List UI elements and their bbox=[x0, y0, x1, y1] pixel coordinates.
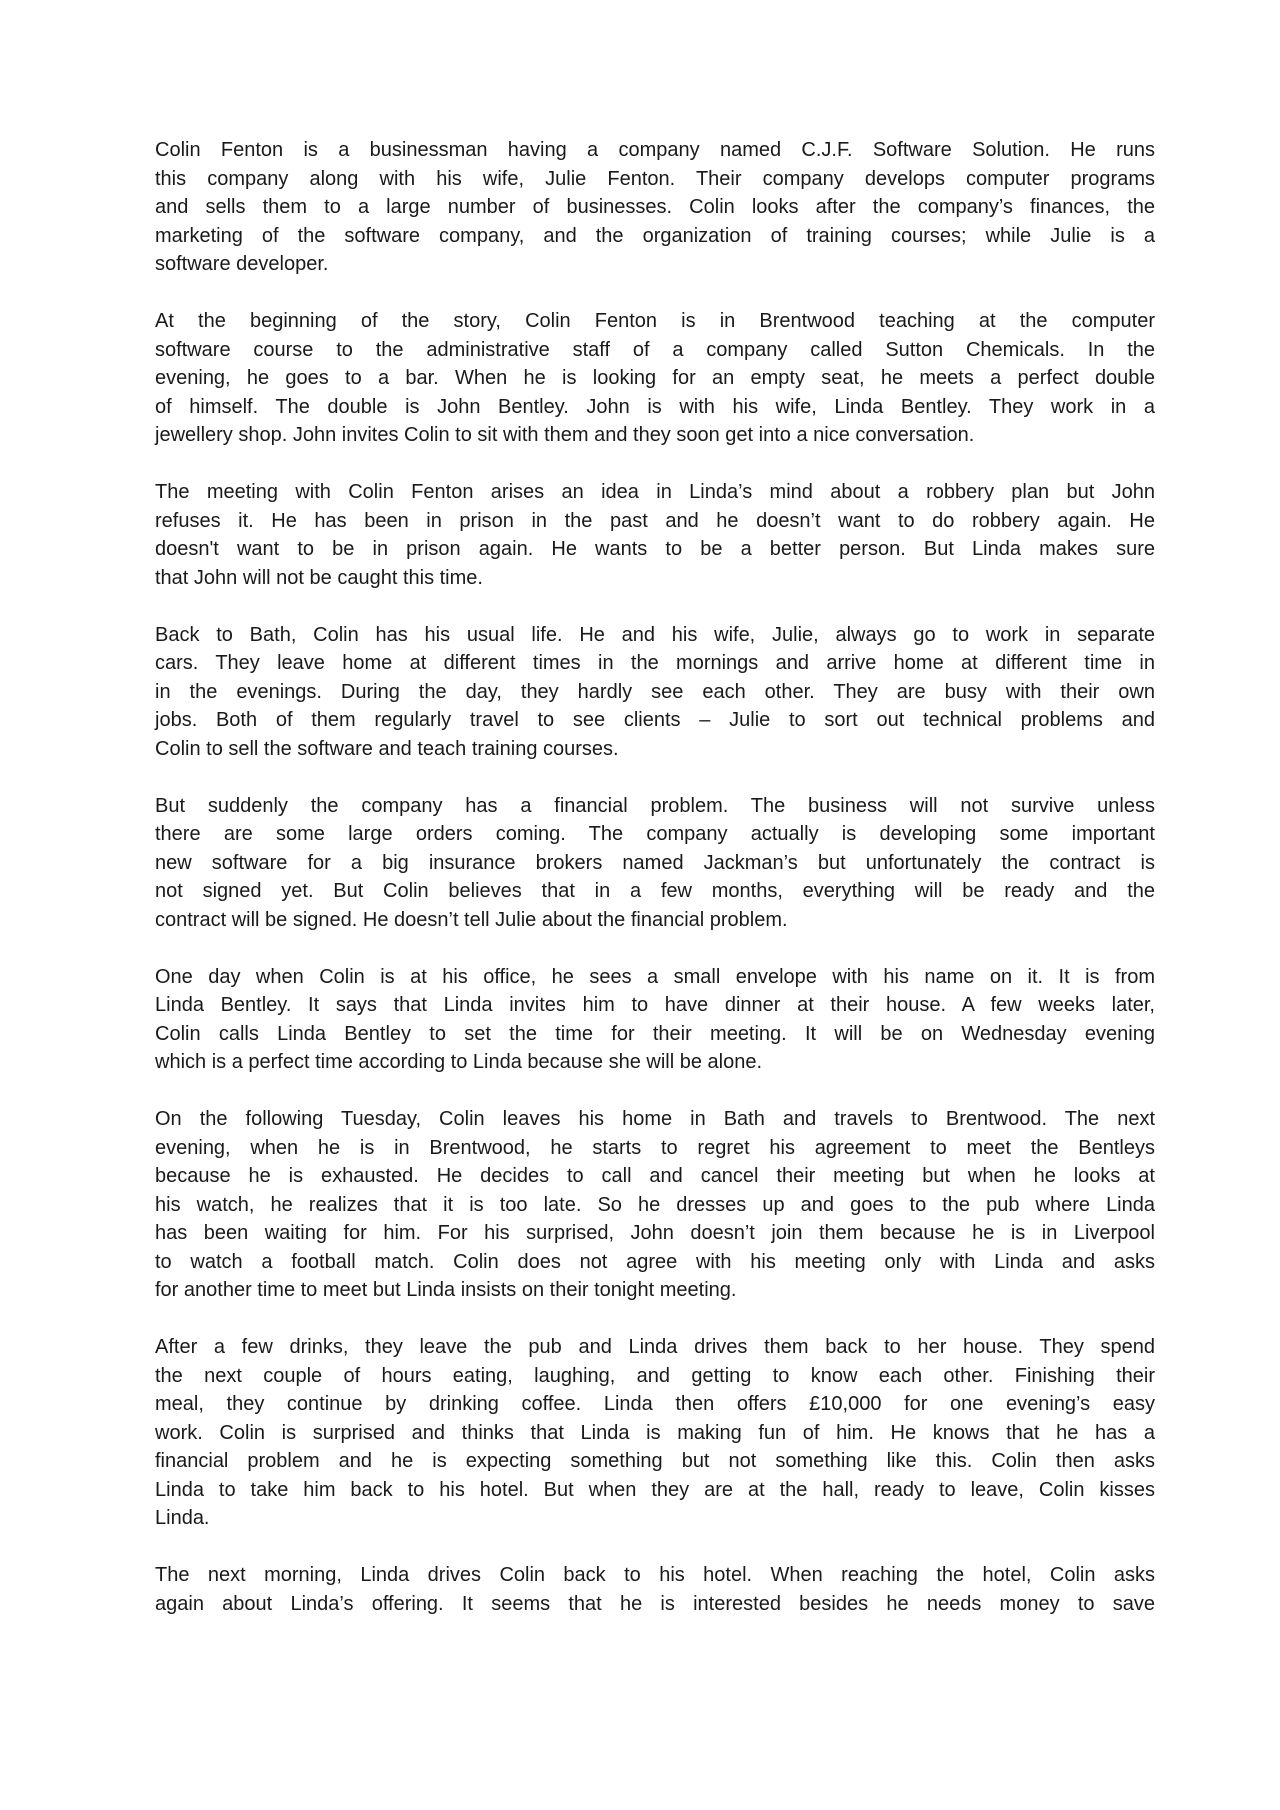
text-line: But suddenly the company has a financial problem. The business will not survive unless bbox=[155, 794, 1155, 817]
text-line: in the evenings. During the day, they hardly see each other. They are busy with their own bbox=[155, 680, 1155, 703]
paragraph bbox=[155, 136, 1155, 279]
paragraph bbox=[155, 621, 1155, 764]
text-line: work. Colin is surprised and thinks that Linda is making fun of him. He knows that he has a bbox=[155, 1421, 1155, 1444]
paragraph bbox=[155, 1561, 1155, 1618]
text-line: new software for a big insurance brokers named Jackman’s but unfortunately the contract is bbox=[155, 851, 1155, 874]
text-line: meal, they continue by drinking coffee. Linda then offers £10,000 for one evening’s easy bbox=[155, 1393, 1155, 1415]
text-line: software course to the administrative staff of a company called Sutton Chemicals. In the bbox=[155, 338, 1155, 361]
text-line: contract will be signed. He doesn’t tell Julie about the financial problem. bbox=[155, 908, 788, 931]
text-line: this company along with his wife, Julie Fenton. Their company develops computer programs bbox=[155, 167, 1155, 190]
text-line: Colin Fenton is a businessman having a company named C.J.F. Software Solution. He runs bbox=[155, 139, 1155, 161]
text-line: not signed yet. But Colin believes that in a few months, everything will be ready and the bbox=[155, 880, 1155, 902]
paragraph bbox=[155, 1333, 1155, 1533]
text-line: One day when Colin is at his office, he sees a small envelope with his name on it. It is from bbox=[155, 965, 1155, 988]
text-line: has been waiting for him. For his surprised, John doesn’t join them because he is in Liverpool bbox=[155, 1222, 1155, 1244]
text-line: again about Linda’s offering. It seems that he is interested besides he needs money to save bbox=[155, 1592, 1155, 1615]
text-line: to watch a football match. Colin does not agree with his meeting only with Linda and asks bbox=[155, 1250, 1155, 1273]
text-line: After a few drinks, they leave the pub and Linda drives them back to her house. They spend bbox=[155, 1336, 1155, 1358]
text-line: Linda to take him back to his hotel. But when they are at the hall, ready to leave, Colin kisses bbox=[155, 1478, 1155, 1501]
text-line: for another time to meet but Linda insists on their tonight meeting. bbox=[155, 1279, 737, 1301]
text-line: of himself. The double is John Bentley. John is with his wife, Linda Bentley. They work in a bbox=[155, 395, 1155, 418]
text-line: his watch, he realizes that it is too late. So he dresses up and goes to the pub where Linda bbox=[155, 1193, 1155, 1216]
paragraph bbox=[155, 307, 1155, 450]
text-line: jobs. Both of them regularly travel to see clients – Julie to sort out technical problems and bbox=[155, 709, 1155, 731]
text-line: refuses it. He has been in prison in the past and he doesn’t want to do robbery again. He bbox=[155, 509, 1155, 532]
text-line: because he is exhausted. He decides to call and cancel their meeting but when he looks at bbox=[155, 1165, 1155, 1187]
paragraph bbox=[155, 1105, 1155, 1305]
text-line: doesn't want to be in prison again. He wants to be a better person. But Linda makes sure bbox=[155, 538, 1155, 560]
text-line: evening, he goes to a bar. When he is looking for an empty seat, he meets a perfect double bbox=[155, 367, 1155, 389]
text-line: cars. They leave home at different times in the mornings and arrive home at different time in bbox=[155, 652, 1155, 674]
text-line: Colin calls Linda Bentley to set the time for their meeting. It will be on Wednesday evening bbox=[155, 1022, 1155, 1045]
document-page bbox=[155, 136, 1155, 1647]
text-line: financial problem and he is expecting something but not something like this. Colin then asks bbox=[155, 1450, 1155, 1472]
text-line: The next morning, Linda drives Colin back to his hotel. When reaching the hotel, Colin asks bbox=[155, 1564, 1155, 1586]
paragraph bbox=[155, 478, 1155, 592]
text-line: At the beginning of the story, Colin Fenton is in Brentwood teaching at the computer bbox=[155, 310, 1155, 332]
text-line: the next couple of hours eating, laughing, and getting to know each other. Finishing their bbox=[155, 1364, 1155, 1387]
text-line: Linda Bentley. It says that Linda invites him to have dinner at their house. A few weeks later, bbox=[155, 994, 1155, 1016]
paragraph bbox=[155, 792, 1155, 935]
text-line: jewellery shop. John invites Colin to sit with them and they soon get into a nice conversation. bbox=[155, 424, 975, 446]
text-line: Back to Bath, Colin has his usual life. He and his wife, Julie, always go to work in separate bbox=[155, 623, 1155, 646]
text-line: The meeting with Colin Fenton arises an idea in Linda’s mind about a robbery plan but John bbox=[155, 481, 1155, 503]
paragraph bbox=[155, 963, 1155, 1077]
text-line: which is a perfect time according to Linda because she will be alone. bbox=[155, 1051, 763, 1073]
text-line: marketing of the software company, and the organization of training courses; while Julie is a bbox=[155, 224, 1155, 247]
text-line: that John will not be caught this time. bbox=[155, 566, 483, 589]
text-line: evening, when he is in Brentwood, he starts to regret his agreement to meet the Bentleys bbox=[155, 1136, 1155, 1159]
text-line: there are some large orders coming. The company actually is developing some important bbox=[155, 823, 1155, 845]
text-line: software developer. bbox=[155, 253, 329, 275]
text-line: On the following Tuesday, Colin leaves his home in Bath and travels to Brentwood. The next bbox=[155, 1108, 1155, 1130]
text-line: Linda. bbox=[155, 1507, 210, 1529]
text-line: and sells them to a large number of businesses. Colin looks after the company’s finances, the bbox=[155, 196, 1155, 218]
text-line: Colin to sell the software and teach training courses. bbox=[155, 737, 619, 760]
